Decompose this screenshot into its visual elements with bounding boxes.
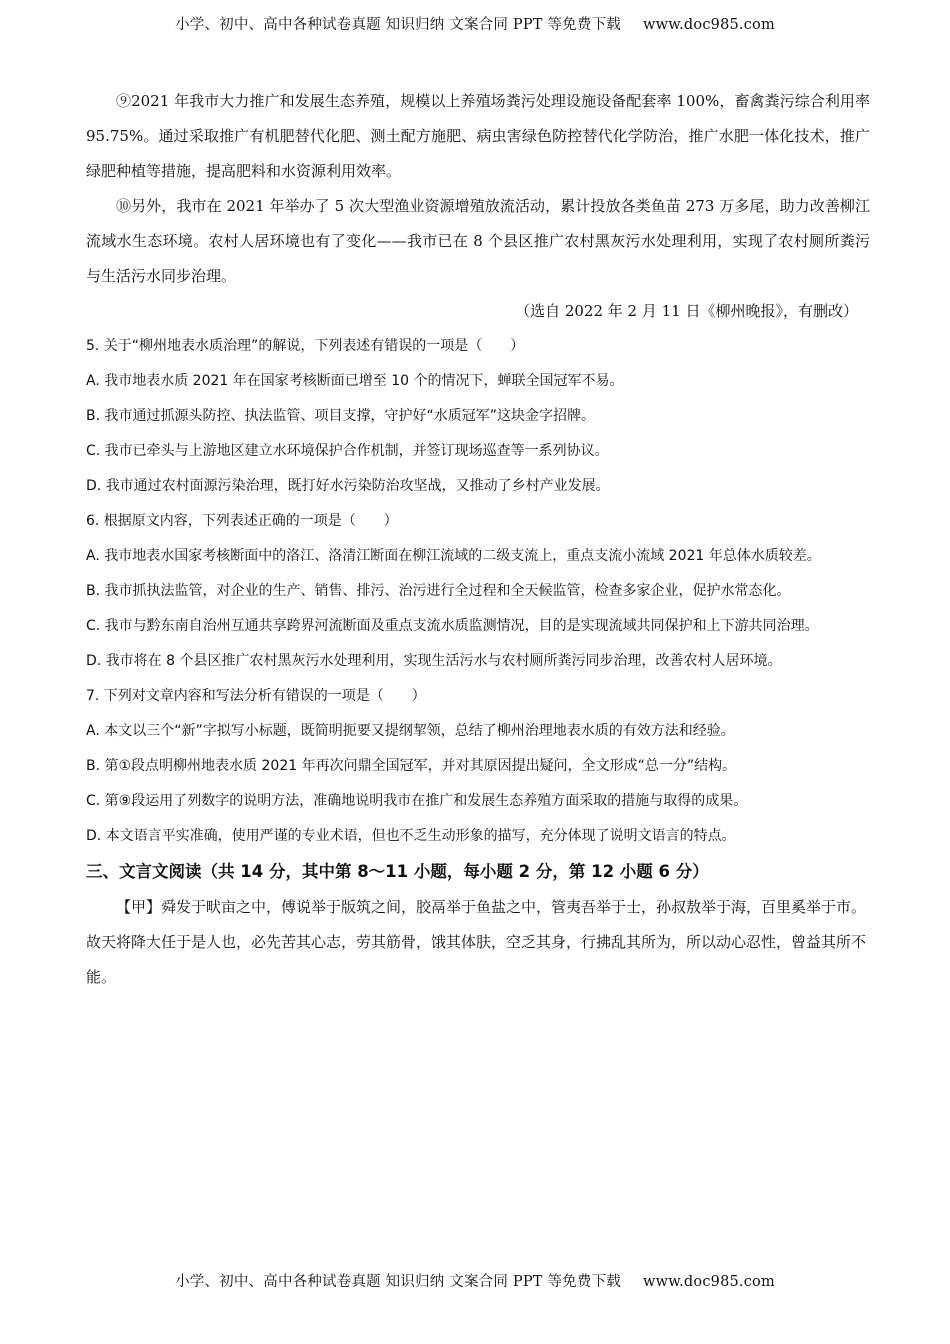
section-3-title: 三、文言文阅读（共 14 分，其中第 8～11 小题，每小题 2 分，第 12 小题 6 分） xyxy=(86,862,709,881)
classical-text-jia: 【甲】舜发于畎亩之中，傅说举于版筑之间，胶鬲举于鱼盐之中，管夷吾举于士，孙叔敖举于海，百里奚举于市。故天将降大任于是人也，必先苦其心志，劳其筋骨，饿其体肤，空乏其身，行拂乱其所为，所以动心忍性，曾益其所不能。 xyxy=(86,898,867,986)
footer-url[interactable]: www.doc985.com xyxy=(642,1274,775,1290)
passage-source: （选自 2022 年 2 月 11 日《柳州晚报》，有删改） xyxy=(515,302,858,320)
option-a: A. 我市地表水质 2021 年在国家考核断面已增至 10 个的情况下，蝉联全国冠军不易。 xyxy=(86,373,624,389)
question-stem: 7. 下列对文章内容和写法分析有错误的一项是（ ） xyxy=(86,688,426,704)
header-url[interactable]: www.doc985.com xyxy=(642,17,775,33)
option-d: D. 我市将在 8 个县区推广农村黑灰污水处理利用，实现生活污水与农村厕所粪污同步治理，改善农村人居环境。 xyxy=(86,653,782,669)
footer-text: 小学、初中、高中各种试卷真题 知识归纳 文案合同 PPT 等免费下载 xyxy=(175,1274,621,1290)
option-d: D. 我市通过农村面源污染治理，既打好水污染防治攻坚战，又推动了乡村产业发展。 xyxy=(86,478,610,494)
header-text: 小学、初中、高中各种试卷真题 知识归纳 文案合同 PPT 等免费下载 xyxy=(175,17,621,33)
option-c: C. 第⑨段运用了列数字的说明方法，准确地说明我市在推广和发展生态养殖方面采取的措施与取得的成果。 xyxy=(86,793,748,809)
option-c: C. 我市已牵头与上游地区建立水环境保护合作机制，并签订现场巡查等一系列协议。 xyxy=(86,443,609,459)
option-d: D. 本文语言平实准确，使用严谨的专业术语，但也不乏生动形象的描写，充分体现了说明文语言的特点。 xyxy=(86,828,736,844)
option-c: C. 我市与黔东南自治州互通共享跨界河流断面及重点支流水质监测情况，目的是实现流域共同保护和上下游共同治理。 xyxy=(86,618,819,634)
option-b: B. 我市抓执法监管，对企业的生产、销售、排污、治污进行全过程和全天候监管，检查多家企业，促护水常态化。 xyxy=(86,583,791,599)
page-content xyxy=(86,84,870,995)
option-a: A. 我市地表水国家考核断面中的洛江、洛清江断面在柳江流域的二级支流上，重点支流小流域 2021 年总体水质较差。 xyxy=(86,548,821,564)
option-a: A. 本文以三个“新”字拟写小标题，既简明扼要又提纲挈领，总结了柳州治理地表水质的有效方法和经验。 xyxy=(86,723,735,739)
question-stem: 5. 关于“柳州地表水质治理”的解说，下列表述有错误的一项是（ ） xyxy=(86,338,525,354)
question-7 xyxy=(86,679,870,854)
question-5 xyxy=(86,329,870,504)
page-header xyxy=(0,13,950,34)
question-stem: 6. 根据原文内容，下列表述正确的一项是（ ） xyxy=(86,513,398,529)
question-6 xyxy=(86,504,870,679)
option-b: B. 第①段点明柳州地表水质 2021 年再次问鼎全国冠军，并对其原因提出疑问，全文形成“总一分”结构。 xyxy=(86,758,737,774)
page-footer xyxy=(0,1270,950,1291)
passage-paragraph-9: ⑨2021 年我市大力推广和发展生态养殖，规模以上养殖场粪污处理设施设备配套率 100%，畜禽粪污综合利用率 95.75%。通过采取推广有机肥替代化肥、测土配方施肥、病虫害绿色防控替代化学防治，推广水肥一体化技术，推广绿肥种植等措施，提高肥料和水资源利用效率。 xyxy=(86,92,870,180)
passage-paragraph-10: ⑩另外，我市在 2021 年举办了 5 次大型渔业资源增殖放流活动，累计投放各类鱼苗 273 万多尾，助力改善柳江流域水生态环境。农村人居环境也有了变化——我市已在 8 个县区推广农村黑灰污水处理利用，实现了农村厕所粪污与生活污水同步治理。 xyxy=(86,197,870,285)
option-b: B. 我市通过抓源头防控、执法监管、项目支撑，守护好“水质冠军”这块金字招牌。 xyxy=(86,408,596,424)
